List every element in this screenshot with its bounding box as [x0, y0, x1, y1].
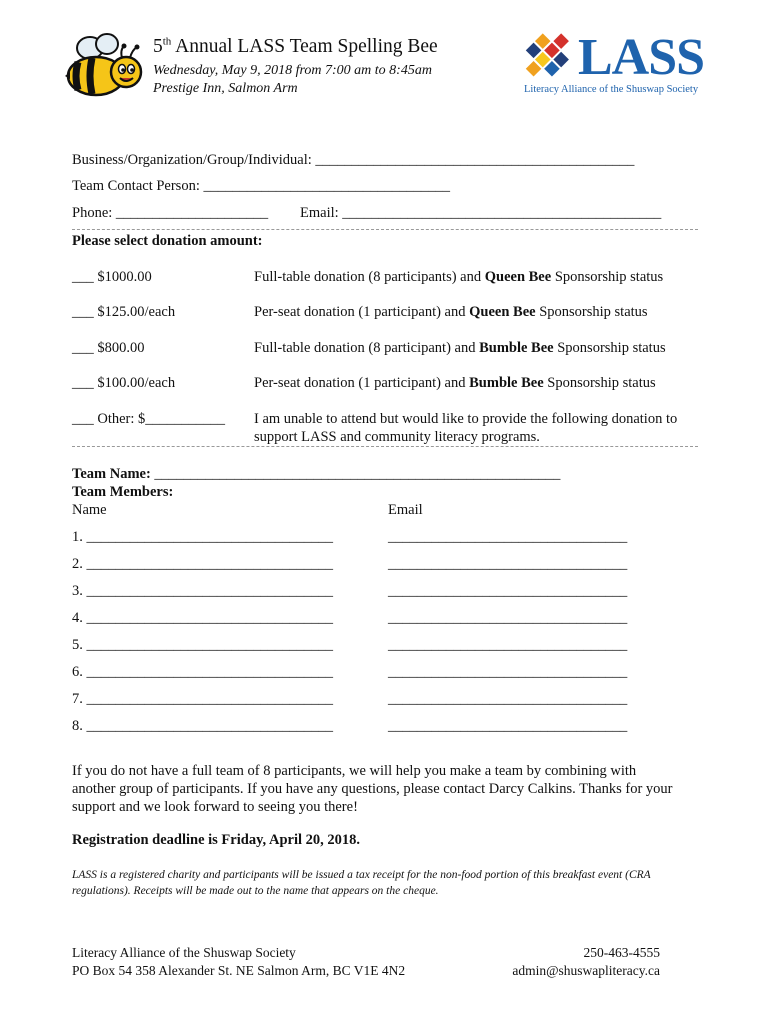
team-members-heading: Team Members: — [72, 484, 174, 500]
phone-field[interactable]: Phone: _____________________ — [72, 205, 269, 221]
bee-icon — [62, 30, 144, 102]
donation-option-amount[interactable]: ___ $125.00/each — [72, 304, 176, 320]
lass-logo-tagline: Literacy Alliance of the Shuswap Society — [524, 84, 699, 95]
info-paragraph: If you do not have a full team of 8 participants, we will help you make a team by combining with another group of participants. If you have any questions, please contact Darcy Calkins. Thanks for your support and we look forward to seeing you there! — [72, 763, 673, 815]
donation-option-desc: Full-table donation (8 participants) and Queen Bee Sponsorship status — [254, 269, 664, 285]
member-email-field[interactable]: _________________________________ — [388, 610, 628, 626]
member-email-field[interactable]: _________________________________ — [388, 583, 628, 599]
donation-heading: Please select donation amount: — [72, 233, 263, 249]
column-email-header: Email — [388, 502, 423, 518]
member-email-field[interactable]: _________________________________ — [388, 718, 628, 734]
donation-option-amount[interactable]: ___ $100.00/each — [72, 375, 176, 391]
member-name-field[interactable]: 8. __________________________________ — [72, 718, 333, 734]
footer-phone: 250-463-4555 — [583, 945, 660, 960]
event-date: Wednesday, May 9, 2018 from 7:00 am to 8:45am — [153, 63, 432, 78]
member-name-field[interactable]: 4. __________________________________ — [72, 610, 333, 626]
page-title: 5th Annual LASS Team Spelling Bee — [153, 35, 438, 57]
member-email-field[interactable]: _________________________________ — [388, 664, 628, 680]
member-name-field[interactable]: 1. __________________________________ — [72, 529, 333, 545]
email-field[interactable]: Email: ____________________________________________ — [300, 205, 662, 221]
lass-logo-wordmark: LASS — [578, 29, 705, 86]
business-field[interactable]: Business/Organization/Group/Individual: ____________________________________________ — [72, 152, 635, 168]
column-name-header: Name — [72, 502, 107, 518]
member-name-field[interactable]: 7. __________________________________ — [72, 691, 333, 707]
donation-other-desc-1: I am unable to attend but would like to provide the following donation to — [254, 411, 678, 427]
event-venue: Prestige Inn, Salmon Arm — [153, 81, 298, 96]
donation-option-desc: Full-table donation (8 participant) and Bumble Bee Sponsorship status — [254, 340, 666, 356]
member-email-field[interactable]: _________________________________ — [388, 556, 628, 572]
footer-address: PO Box 54 358 Alexander St. NE Salmon Arm, BC V1E 4N2 — [72, 963, 406, 978]
team-name-field[interactable]: Team Name: ________________________________________________________ — [72, 466, 561, 482]
donation-other-amount[interactable]: ___ Other: $___________ — [72, 411, 226, 427]
donation-option-amount[interactable]: ___ $800.00 — [72, 340, 145, 356]
member-name-field[interactable]: 2. __________________________________ — [72, 556, 333, 572]
donation-other-desc-2: support LASS and community literacy programs. — [254, 429, 540, 445]
contact-field[interactable]: Team Contact Person: __________________________________ — [72, 178, 450, 194]
footer-email[interactable]: admin@shuswapliteracy.ca — [512, 963, 660, 978]
donation-option-desc: Per-seat donation (1 participant) and Queen Bee Sponsorship status — [254, 304, 648, 320]
charity-note: LASS is a registered charity and participants will be issued a tax receipt for the non-food portion of this breakfast event (CRA regulations). Receipts will be made out to the name that appears on the cheque. — [72, 869, 651, 897]
divider — [72, 446, 698, 447]
donation-option-amount[interactable]: ___ $1000.00 — [72, 269, 152, 285]
member-email-field[interactable]: _________________________________ — [388, 691, 628, 707]
member-email-field[interactable]: _________________________________ — [388, 637, 628, 653]
lass-logo-mark-icon — [518, 28, 576, 84]
member-name-field[interactable]: 6. __________________________________ — [72, 664, 333, 680]
member-email-field[interactable]: _________________________________ — [388, 529, 628, 545]
deadline-notice: Registration deadline is Friday, April 20, 2018. — [72, 832, 360, 848]
donation-option-desc: Per-seat donation (1 participant) and Bumble Bee Sponsorship status — [254, 375, 656, 391]
member-name-field[interactable]: 5. __________________________________ — [72, 637, 333, 653]
member-name-field[interactable]: 3. __________________________________ — [72, 583, 333, 599]
footer-org: Literacy Alliance of the Shuswap Society — [72, 945, 296, 960]
divider — [72, 229, 698, 230]
